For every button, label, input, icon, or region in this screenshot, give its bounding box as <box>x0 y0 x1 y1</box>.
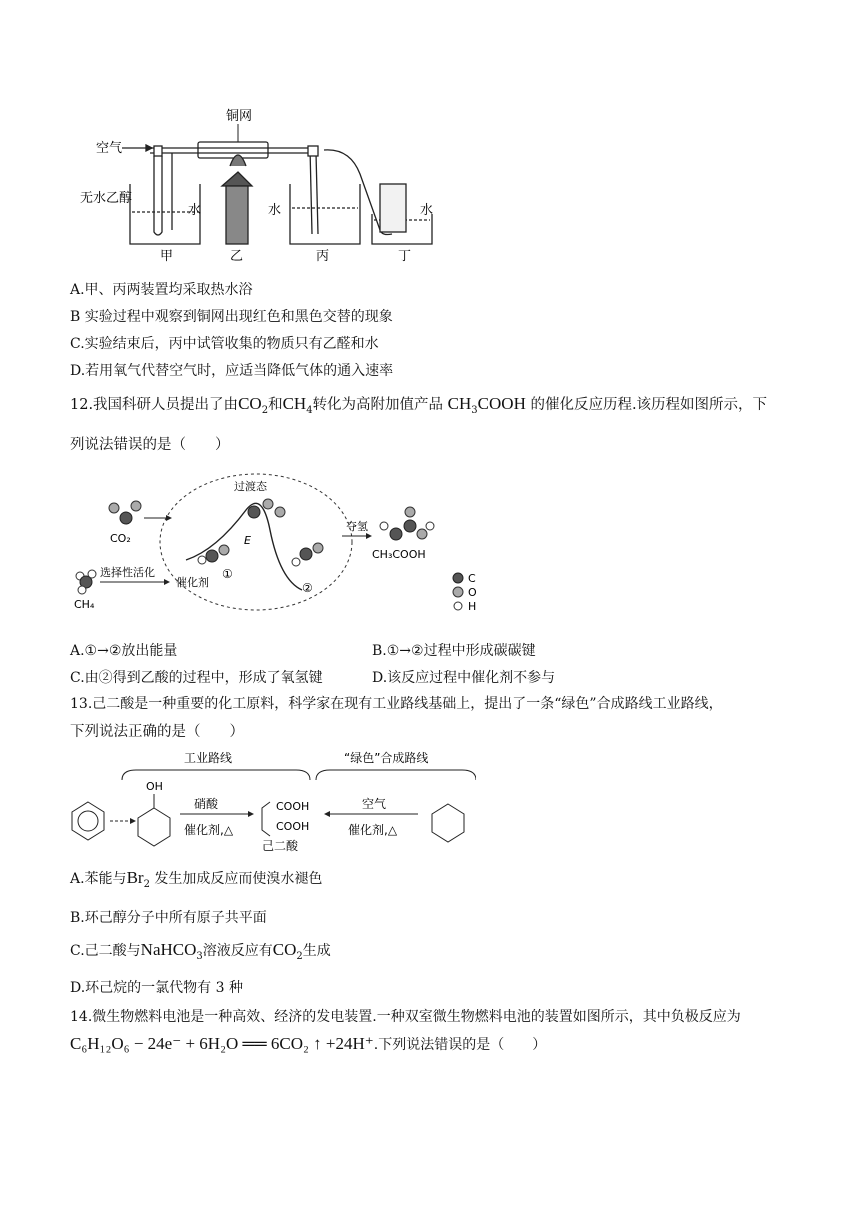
q13-option-a: A.苯能与$Br_2$ 发生加成反应而使溴水褪色 <box>70 868 323 890</box>
oh-label: OH <box>146 780 163 793</box>
q13-option-b: B.环己醇分子中所有原子共平面 <box>70 910 267 926</box>
q13-stem-line1: 13.己二酸是一种重要的化工原料，科学家在现有工业路线基础上，提出了一条“绿色”合成路线工业路线， <box>70 696 723 712</box>
q13-option-c: C.己二酸与NaHCO$_3$溶液反应有$CO_2$生成 <box>70 940 331 962</box>
air-label: 空气 <box>96 141 123 156</box>
label-bing: 丙 <box>316 249 330 264</box>
anhydrous-ethanol-label: 无水乙醇 <box>80 191 133 206</box>
copper-mesh-label: 铜网 <box>226 109 253 124</box>
q11-option-a: A.甲、丙两装置均采取热水浴 <box>70 282 253 298</box>
water-label-2: 水 <box>268 203 282 218</box>
dehydrogenation-label: 夺氢 <box>346 520 368 533</box>
label-yi: 乙 <box>230 249 244 264</box>
selective-activation-label: 选择性活化 <box>100 566 155 579</box>
q12-option-b: B.①→②过程中形成碳碳键 <box>372 643 536 659</box>
ch4-fig-label: CH₄ <box>74 598 95 611</box>
q13-option-d: D.环己烷的一氯代物有 3 种 <box>70 980 243 996</box>
water-label-1: 水 <box>188 203 202 218</box>
cooh-1: COOH <box>276 800 310 813</box>
label-jia: 甲 <box>160 249 174 264</box>
q12-stem-line2: 列说法错误的是（ ） <box>70 437 230 453</box>
legend-o: O <box>468 586 477 599</box>
q11-option-c: C.实验结束后，丙中试管收集的物质只有乙醛和水 <box>70 336 379 352</box>
air-route-label: 空气 <box>362 797 387 811</box>
q11-option-d: D.若用氧气代替空气时，应适当降低气体的通入速率 <box>70 363 394 379</box>
catalyst-label: 催化剂 <box>176 576 209 589</box>
label-ding: 丁 <box>398 249 412 264</box>
water-label-3: 水 <box>420 203 434 218</box>
co2-fig-label: CO₂ <box>110 532 131 545</box>
q13-stem-line2: 下列说法正确的是（ ） <box>70 724 244 740</box>
step2-label: ② <box>302 581 313 595</box>
nitric-acid-label: 硝酸 <box>194 797 219 811</box>
catalyst-heat-label-2: 催化剂,△ <box>348 823 398 837</box>
q12-option-c: C.由②得到乙酸的过程中，形成了氧氢键 <box>70 670 323 686</box>
legend-c: C <box>468 572 476 585</box>
q11-option-b: B 实验过程中观察到铜网出现红色和黑色交替的现象 <box>70 309 393 325</box>
q14-stem-line2: C₆H₁₂O₆ − 24e⁻ + 6H₂O ══ 6CO₂ ↑ +24H⁺.下列说法错误的是（ ） <box>70 1034 547 1053</box>
ea-label: E <box>244 534 251 547</box>
adipic-acid-label: 己二酸 <box>262 839 299 853</box>
green-route-label: “绿色”合成路线 <box>344 751 429 765</box>
catalyst-heat-label-1: 催化剂,△ <box>184 823 234 837</box>
step1-label: ① <box>222 567 233 581</box>
product-label: CH₃COOH <box>372 548 426 561</box>
cooh-2: COOH <box>276 820 310 833</box>
q12-stem: 12.我国科研人员提出了由$CO_2$和$CH_4$转化为高附加值产品 $CH_3COOH$ 的催化反应历程.该历程如图所示，下 <box>70 394 768 416</box>
transition-state-label: 过渡态 <box>234 480 267 493</box>
q14-stem-line1: 14.微生物燃料电池是一种高效、经济的发电装置.一种双室微生物燃料电池的装置如图所示，其中负极反应为 <box>70 1009 741 1025</box>
q12-option-d: D.该反应过程中催化剂不参与 <box>372 670 556 686</box>
q12-option-a: A.①→②放出能量 <box>70 643 178 659</box>
q11-apparatus-figure <box>80 104 450 264</box>
q13-synthesis-route-figure <box>66 748 476 858</box>
legend-h: H <box>468 600 477 613</box>
industrial-route-label: 工业路线 <box>184 751 233 765</box>
q12-reaction-mechanism-figure <box>66 470 506 620</box>
q14-equation: C₆H₁₂O₆ − 24e⁻ + 6H₂O ══ 6CO₂ ↑ +24H⁺ <box>70 1034 374 1053</box>
